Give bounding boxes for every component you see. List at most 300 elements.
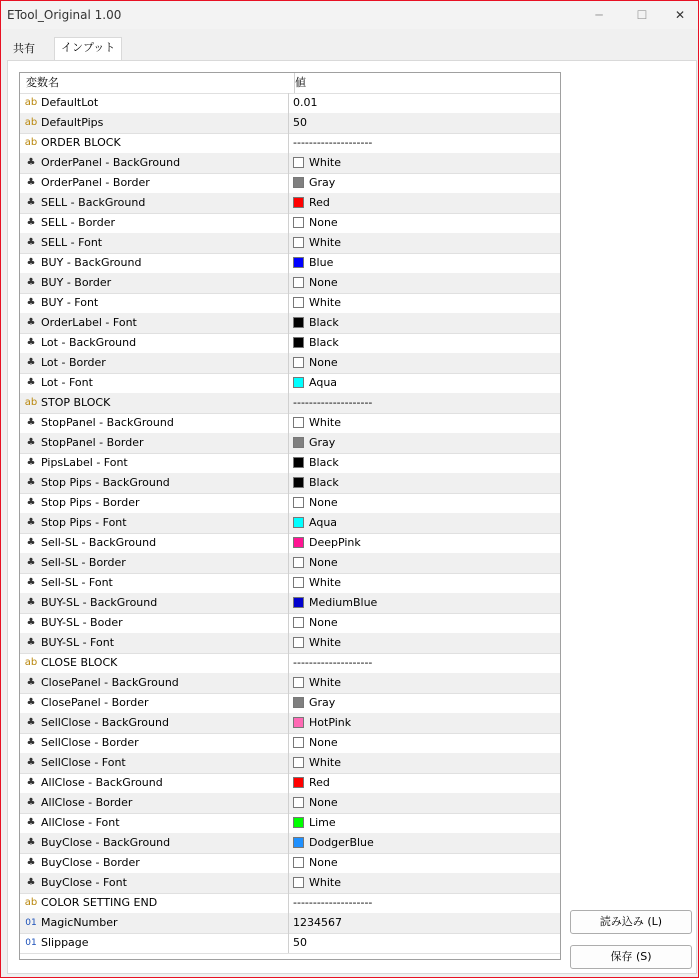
- parameter-name-cell[interactable]: [20, 253, 289, 273]
- color-swatch[interactable]: [293, 257, 304, 268]
- parameter-value: White: [309, 156, 341, 169]
- parameter-row[interactable]: [20, 713, 560, 734]
- color-swatch[interactable]: [293, 297, 304, 308]
- parameter-value-cell[interactable]: [289, 113, 560, 133]
- parameter-row[interactable]: [20, 273, 560, 294]
- parameters-grid[interactable]: [19, 72, 561, 960]
- color-swatch[interactable]: [293, 537, 304, 548]
- parameter-row[interactable]: [20, 893, 560, 914]
- parameter-value-cell[interactable]: [289, 513, 560, 533]
- parameter-name: SellClose - Border: [41, 736, 139, 749]
- parameter-name-cell[interactable]: [20, 633, 289, 653]
- parameter-value-cell[interactable]: [289, 453, 560, 473]
- string-type-icon: ab: [24, 137, 38, 148]
- column-header-value[interactable]: 値: [295, 76, 306, 89]
- parameter-value: White: [309, 416, 341, 429]
- parameter-name-cell[interactable]: [20, 333, 289, 353]
- color-swatch[interactable]: [293, 577, 304, 588]
- parameter-row[interactable]: [20, 833, 560, 854]
- parameter-value: White: [309, 296, 341, 309]
- color-swatch[interactable]: [293, 677, 304, 688]
- tab-bar: [1, 37, 698, 61]
- parameter-name-cell[interactable]: [20, 513, 289, 533]
- color-type-icon: ♣: [26, 737, 36, 748]
- parameter-value-cell[interactable]: [289, 173, 560, 193]
- parameter-value-cell[interactable]: [289, 713, 560, 733]
- color-type-icon: ♣: [26, 757, 36, 768]
- parameter-row[interactable]: [20, 513, 560, 534]
- parameter-value: Aqua: [309, 516, 338, 529]
- parameter-name: Lot - Font: [41, 376, 93, 389]
- parameter-name: Stop Pips - Border: [41, 496, 140, 509]
- parameter-row[interactable]: [20, 253, 560, 274]
- parameter-value-cell[interactable]: [289, 193, 560, 213]
- color-swatch[interactable]: [293, 557, 304, 568]
- parameter-name-cell[interactable]: [20, 713, 289, 733]
- parameter-name-cell[interactable]: [20, 113, 289, 133]
- integer-type-icon: 01: [25, 938, 37, 948]
- parameter-name: Slippage: [41, 936, 89, 949]
- color-type-icon: ♣: [26, 637, 36, 648]
- color-swatch[interactable]: [293, 177, 304, 188]
- color-type-icon: ♣: [26, 337, 36, 348]
- parameter-name-cell[interactable]: [20, 893, 289, 913]
- parameter-name-cell[interactable]: [20, 753, 289, 773]
- color-swatch[interactable]: [293, 217, 304, 228]
- parameter-name-cell[interactable]: [20, 613, 289, 633]
- parameter-value: None: [309, 856, 338, 869]
- parameter-name-cell[interactable]: [20, 793, 289, 813]
- parameter-name: Lot - Border: [41, 356, 106, 369]
- parameter-value: Red: [309, 196, 330, 209]
- parameter-value: DodgerBlue: [309, 836, 374, 849]
- parameter-row[interactable]: [20, 373, 560, 394]
- parameter-value: 50: [293, 936, 307, 949]
- color-swatch[interactable]: [293, 597, 304, 608]
- parameter-name: AllClose - Font: [41, 816, 120, 829]
- color-type-icon: ♣: [26, 857, 36, 868]
- parameter-name-cell[interactable]: [20, 493, 289, 513]
- parameter-value: --------------------: [293, 896, 373, 909]
- parameter-name-cell[interactable]: [20, 353, 289, 373]
- color-swatch[interactable]: [293, 357, 304, 368]
- color-type-icon: ♣: [26, 357, 36, 368]
- parameter-value-cell[interactable]: [289, 473, 560, 493]
- color-swatch[interactable]: [293, 857, 304, 868]
- parameter-row[interactable]: [20, 93, 560, 114]
- parameter-name: PipsLabel - Font: [41, 456, 128, 469]
- color-swatch[interactable]: [293, 837, 304, 848]
- parameter-value: HotPink: [309, 716, 352, 729]
- parameter-name: BUY - BackGround: [41, 256, 142, 269]
- parameter-row[interactable]: [20, 533, 560, 554]
- parameter-value-cell[interactable]: [289, 873, 560, 893]
- parameter-name: Lot - BackGround: [41, 336, 137, 349]
- parameter-row[interactable]: [20, 133, 560, 154]
- parameter-name: BuyClose - Font: [41, 876, 127, 889]
- parameter-value-cell[interactable]: [289, 933, 560, 953]
- parameter-name: SELL - Font: [41, 236, 103, 249]
- parameter-value: None: [309, 276, 338, 289]
- parameter-value: None: [309, 736, 338, 749]
- color-type-icon: ♣: [26, 517, 36, 528]
- parameter-row[interactable]: [20, 673, 560, 694]
- parameter-row[interactable]: [20, 793, 560, 814]
- parameter-value-cell[interactable]: [289, 633, 560, 653]
- parameter-name: STOP BLOCK: [41, 396, 111, 409]
- parameter-row[interactable]: [20, 753, 560, 774]
- parameter-value-cell[interactable]: [289, 273, 560, 293]
- window-title: ETool_Original 1.00: [7, 8, 122, 22]
- parameter-value: White: [309, 756, 341, 769]
- parameter-value-cell[interactable]: [289, 693, 560, 713]
- column-header-variable[interactable]: 変数名: [20, 73, 295, 93]
- color-type-icon: ♣: [26, 817, 36, 828]
- parameter-name: AllClose - BackGround: [41, 776, 163, 789]
- parameter-value-cell[interactable]: [289, 773, 560, 793]
- parameter-row[interactable]: [20, 113, 560, 134]
- color-type-icon: ♣: [26, 537, 36, 548]
- parameter-value: Gray: [309, 176, 336, 189]
- parameter-name: CLOSE BLOCK: [41, 656, 118, 669]
- color-swatch[interactable]: [293, 777, 304, 788]
- parameter-name: OrderPanel - BackGround: [41, 156, 181, 169]
- parameter-name-cell[interactable]: [20, 453, 289, 473]
- parameter-name: DefaultLot: [41, 96, 99, 109]
- parameter-value: Gray: [309, 696, 336, 709]
- color-swatch[interactable]: [293, 457, 304, 468]
- parameter-name-cell[interactable]: [20, 833, 289, 853]
- parameter-value-cell[interactable]: [289, 833, 560, 853]
- parameter-value-cell[interactable]: [289, 433, 560, 453]
- color-type-icon: ♣: [26, 697, 36, 708]
- parameter-name: SELL - Border: [41, 216, 116, 229]
- parameter-name-cell[interactable]: [20, 233, 289, 253]
- parameter-name-cell[interactable]: [20, 733, 289, 753]
- color-type-icon: ♣: [26, 717, 36, 728]
- parameter-row[interactable]: [20, 933, 560, 954]
- color-type-icon: ♣: [26, 877, 36, 888]
- parameter-value: Black: [309, 456, 339, 469]
- parameter-name: ClosePanel - BackGround: [41, 676, 179, 689]
- color-swatch[interactable]: [293, 197, 304, 208]
- color-swatch[interactable]: [293, 277, 304, 288]
- parameter-name: ClosePanel - Border: [41, 696, 149, 709]
- parameter-value: Lime: [309, 816, 336, 829]
- parameter-name: AllClose - Border: [41, 796, 133, 809]
- minimize-icon[interactable]: ─: [595, 8, 603, 22]
- color-swatch[interactable]: [293, 377, 304, 388]
- color-type-icon: ♣: [26, 217, 36, 228]
- parameter-name-cell[interactable]: [20, 153, 289, 173]
- parameter-value: 50: [293, 116, 307, 129]
- color-swatch[interactable]: [293, 797, 304, 808]
- parameter-row[interactable]: [20, 313, 560, 334]
- parameter-value: Gray: [309, 436, 336, 449]
- color-type-icon: ♣: [26, 157, 36, 168]
- parameter-name-cell[interactable]: [20, 653, 289, 673]
- parameter-row[interactable]: [20, 473, 560, 494]
- parameter-name: OrderPanel - Border: [41, 176, 150, 189]
- color-swatch[interactable]: [293, 417, 304, 428]
- parameter-value: None: [309, 356, 338, 369]
- grid-header: [20, 73, 560, 94]
- string-type-icon: ab: [24, 397, 38, 408]
- parameter-value: --------------------: [293, 136, 373, 149]
- color-swatch[interactable]: [293, 697, 304, 708]
- parameter-value-cell[interactable]: [289, 213, 560, 233]
- parameter-row[interactable]: [20, 333, 560, 354]
- parameter-value-cell[interactable]: [289, 93, 560, 113]
- tab-inputs[interactable]: インプット: [54, 37, 122, 61]
- parameter-name: Stop Pips - BackGround: [41, 476, 170, 489]
- parameter-value-cell[interactable]: [289, 613, 560, 633]
- parameter-name: Sell-SL - Border: [41, 556, 126, 569]
- color-swatch[interactable]: [293, 157, 304, 168]
- parameter-value-cell[interactable]: [289, 233, 560, 253]
- parameter-value-cell[interactable]: [289, 353, 560, 373]
- parameter-name-cell[interactable]: [20, 913, 289, 933]
- parameter-name: COLOR SETTING END: [41, 896, 158, 909]
- color-type-icon: ♣: [26, 677, 36, 688]
- parameter-row[interactable]: [20, 493, 560, 514]
- color-swatch[interactable]: [293, 637, 304, 648]
- color-swatch[interactable]: [293, 757, 304, 768]
- color-type-icon: ♣: [26, 297, 36, 308]
- color-swatch[interactable]: [293, 877, 304, 888]
- parameter-name: StopPanel - BackGround: [41, 416, 174, 429]
- color-type-icon: ♣: [26, 377, 36, 388]
- parameter-name-cell[interactable]: [20, 553, 289, 573]
- color-type-icon: ♣: [26, 177, 36, 188]
- string-type-icon: ab: [24, 97, 38, 108]
- color-type-icon: ♣: [26, 317, 36, 328]
- parameter-row[interactable]: [20, 393, 560, 414]
- parameter-name-cell[interactable]: [20, 673, 289, 693]
- parameter-row[interactable]: [20, 913, 560, 934]
- parameter-value-cell[interactable]: [289, 313, 560, 333]
- maximize-icon[interactable]: ☐: [636, 8, 648, 22]
- parameter-value-cell[interactable]: [289, 333, 560, 353]
- inputs-panel: [7, 60, 697, 974]
- parameter-row[interactable]: [20, 213, 560, 234]
- parameter-name: Stop Pips - Font: [41, 516, 127, 529]
- parameter-name: SellClose - Font: [41, 756, 126, 769]
- parameter-name: BUY-SL - BackGround: [41, 596, 158, 609]
- parameter-value: None: [309, 616, 338, 629]
- color-type-icon: ♣: [26, 457, 36, 468]
- parameter-row[interactable]: [20, 813, 560, 834]
- parameter-name-cell[interactable]: [20, 273, 289, 293]
- color-swatch[interactable]: [293, 477, 304, 488]
- color-type-icon: ♣: [26, 837, 36, 848]
- parameter-value: 1234567: [293, 916, 342, 929]
- color-swatch[interactable]: [293, 437, 304, 448]
- parameter-name: SELL - BackGround: [41, 196, 146, 209]
- parameter-name-cell[interactable]: [20, 853, 289, 873]
- parameter-value-cell[interactable]: [289, 733, 560, 753]
- parameter-name-cell[interactable]: [20, 173, 289, 193]
- parameter-row[interactable]: [20, 193, 560, 214]
- parameter-name: BUY - Font: [41, 296, 99, 309]
- color-type-icon: ♣: [26, 557, 36, 568]
- parameter-value: Black: [309, 316, 339, 329]
- parameter-name: OrderLabel - Font: [41, 316, 137, 329]
- parameter-name-cell[interactable]: [20, 473, 289, 493]
- parameter-row[interactable]: [20, 593, 560, 614]
- parameter-value: None: [309, 556, 338, 569]
- parameter-value-cell[interactable]: [289, 853, 560, 873]
- parameter-row[interactable]: [20, 553, 560, 574]
- parameter-value-cell[interactable]: [289, 393, 560, 413]
- load-button[interactable]: 読み込み (L): [570, 910, 692, 934]
- color-swatch[interactable]: [293, 237, 304, 248]
- parameter-row[interactable]: [20, 453, 560, 474]
- parameter-name: BuyClose - BackGround: [41, 836, 171, 849]
- parameter-value-cell[interactable]: [289, 813, 560, 833]
- parameter-value: 0.01: [293, 96, 318, 109]
- parameter-value: --------------------: [293, 396, 373, 409]
- parameter-row[interactable]: [20, 413, 560, 434]
- parameter-name-cell[interactable]: [20, 93, 289, 113]
- parameter-value: Blue: [309, 256, 334, 269]
- parameter-value: Aqua: [309, 376, 338, 389]
- parameter-name: BUY-SL - Boder: [41, 616, 123, 629]
- parameter-row[interactable]: [20, 433, 560, 454]
- save-button[interactable]: 保存 (S): [570, 945, 692, 969]
- parameter-value: Black: [309, 336, 339, 349]
- color-type-icon: ♣: [26, 197, 36, 208]
- parameter-name: StopPanel - Border: [41, 436, 144, 449]
- parameter-value-cell[interactable]: [289, 793, 560, 813]
- color-type-icon: ♣: [26, 237, 36, 248]
- string-type-icon: ab: [24, 897, 38, 908]
- parameter-name: MagicNumber: [41, 916, 118, 929]
- parameter-value: None: [309, 796, 338, 809]
- parameter-name-cell[interactable]: [20, 573, 289, 593]
- parameter-row[interactable]: [20, 873, 560, 894]
- parameter-row[interactable]: [20, 573, 560, 594]
- parameter-value-cell[interactable]: [289, 653, 560, 673]
- parameter-name-cell[interactable]: [20, 693, 289, 713]
- parameter-name-cell[interactable]: [20, 413, 289, 433]
- parameter-name: Sell-SL - BackGround: [41, 536, 157, 549]
- parameter-row[interactable]: [20, 153, 560, 174]
- color-swatch[interactable]: [293, 337, 304, 348]
- parameter-name: DefaultPips: [41, 116, 104, 129]
- parameter-name-cell[interactable]: [20, 593, 289, 613]
- string-type-icon: ab: [24, 657, 38, 668]
- close-icon[interactable]: ✕: [674, 8, 686, 22]
- color-swatch[interactable]: [293, 737, 304, 748]
- parameter-value-cell[interactable]: [289, 153, 560, 173]
- parameter-row[interactable]: [20, 773, 560, 794]
- parameter-value-cell[interactable]: [289, 753, 560, 773]
- parameter-value: MediumBlue: [309, 596, 378, 609]
- parameter-value-cell[interactable]: [289, 673, 560, 693]
- parameter-value-cell[interactable]: [289, 493, 560, 513]
- parameter-row[interactable]: [20, 693, 560, 714]
- parameter-name: BUY - Border: [41, 276, 112, 289]
- parameter-value-cell[interactable]: [289, 553, 560, 573]
- parameter-value-cell[interactable]: [289, 593, 560, 613]
- color-swatch[interactable]: [293, 497, 304, 508]
- parameter-name-cell[interactable]: [20, 773, 289, 793]
- parameter-row[interactable]: [20, 633, 560, 654]
- color-type-icon: ♣: [26, 597, 36, 608]
- color-type-icon: ♣: [26, 477, 36, 488]
- parameter-value-cell[interactable]: [289, 293, 560, 313]
- parameter-name-cell[interactable]: [20, 433, 289, 453]
- parameter-value-cell[interactable]: [289, 133, 560, 153]
- parameter-name-cell[interactable]: [20, 313, 289, 333]
- color-swatch[interactable]: [293, 317, 304, 328]
- parameter-name-cell[interactable]: [20, 873, 289, 893]
- parameter-value-cell[interactable]: [289, 913, 560, 933]
- color-type-icon: ♣: [26, 277, 36, 288]
- parameter-value-cell[interactable]: [289, 573, 560, 593]
- parameter-value: White: [309, 576, 341, 589]
- parameter-name-cell[interactable]: [20, 133, 289, 153]
- parameter-row[interactable]: [20, 293, 560, 314]
- title-bar: [1, 1, 698, 29]
- parameter-name-cell[interactable]: [20, 193, 289, 213]
- parameter-value: Red: [309, 776, 330, 789]
- parameter-value-cell[interactable]: [289, 533, 560, 553]
- parameter-name-cell[interactable]: [20, 813, 289, 833]
- parameter-value-cell[interactable]: [289, 413, 560, 433]
- color-swatch[interactable]: [293, 617, 304, 628]
- string-type-icon: ab: [24, 117, 38, 128]
- tab-common[interactable]: 共有: [13, 42, 35, 55]
- parameter-value-cell[interactable]: [289, 893, 560, 913]
- parameter-name: Sell-SL - Font: [41, 576, 113, 589]
- parameter-name-cell[interactable]: [20, 393, 289, 413]
- parameter-value: --------------------: [293, 656, 373, 669]
- parameter-row[interactable]: [20, 173, 560, 194]
- parameter-row[interactable]: [20, 853, 560, 874]
- parameter-row[interactable]: [20, 233, 560, 254]
- color-type-icon: ♣: [26, 417, 36, 428]
- parameter-row[interactable]: [20, 613, 560, 634]
- parameter-row[interactable]: [20, 733, 560, 754]
- parameter-value: White: [309, 636, 341, 649]
- color-type-icon: ♣: [26, 617, 36, 628]
- parameter-value-cell[interactable]: [289, 253, 560, 273]
- color-type-icon: ♣: [26, 577, 36, 588]
- color-swatch[interactable]: [293, 517, 304, 528]
- parameter-name-cell[interactable]: [20, 533, 289, 553]
- parameter-value: White: [309, 876, 341, 889]
- parameter-name-cell[interactable]: [20, 373, 289, 393]
- integer-type-icon: 01: [25, 918, 37, 928]
- parameter-row[interactable]: [20, 353, 560, 374]
- parameter-value: White: [309, 236, 341, 249]
- color-type-icon: ♣: [26, 777, 36, 788]
- parameter-value: Black: [309, 476, 339, 489]
- color-swatch[interactable]: [293, 717, 304, 728]
- parameter-name: BUY-SL - Font: [41, 636, 115, 649]
- color-swatch[interactable]: [293, 817, 304, 828]
- parameter-row[interactable]: [20, 653, 560, 674]
- parameter-name-cell[interactable]: [20, 933, 289, 953]
- parameter-name: BuyClose - Border: [41, 856, 140, 869]
- color-type-icon: ♣: [26, 497, 36, 508]
- parameter-value-cell[interactable]: [289, 373, 560, 393]
- color-type-icon: ♣: [26, 257, 36, 268]
- parameter-name-cell[interactable]: [20, 213, 289, 233]
- parameter-name-cell[interactable]: [20, 293, 289, 313]
